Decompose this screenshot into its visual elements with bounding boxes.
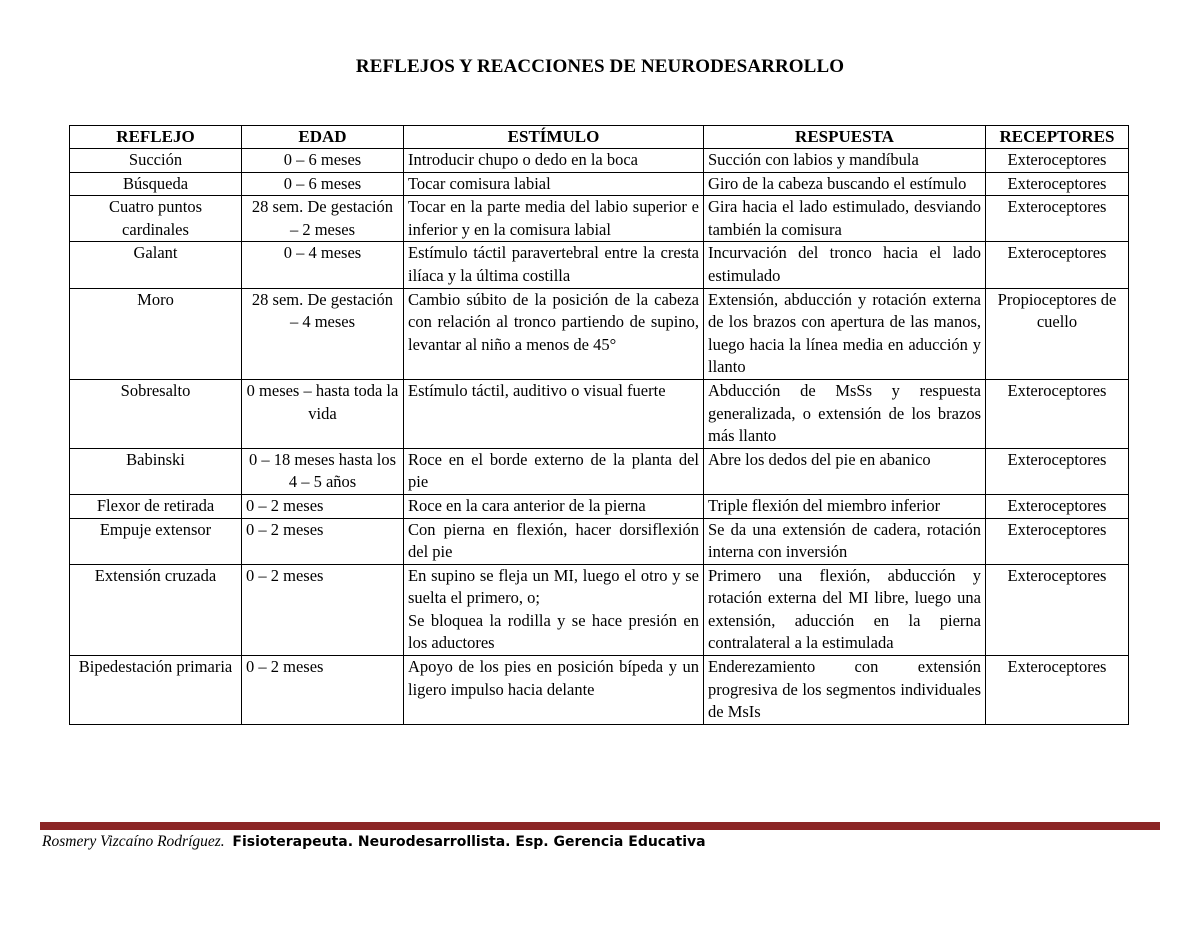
cell-estimulo <box>404 564 704 655</box>
cell-edad: 0 – 2 meses <box>242 518 404 564</box>
cell-receptores: Exteroceptores <box>986 172 1129 196</box>
cell-estimulo: Con pierna en flexión, hacer dorsiflexión del pie <box>404 518 704 564</box>
cell-edad: 0 – 2 meses <box>242 494 404 518</box>
cell-edad: 0 – 6 meses <box>242 172 404 196</box>
cell-respuesta: Abducción de MsSs y respuesta generalizada, o extensión de los brazos más llanto <box>704 379 986 448</box>
cell-reflejo: Extensión cruzada <box>70 564 242 655</box>
cell-receptores: Exteroceptores <box>986 242 1129 288</box>
reflexes-table <box>69 125 1129 725</box>
table-row <box>70 149 1129 173</box>
table-header-row <box>70 126 1129 149</box>
cell-respuesta: Extensión, abducción y rotación externa de los brazos con apertura de las manos, luego hacia la línea media en aducción y llanto <box>704 288 986 379</box>
cell-receptores: Exteroceptores <box>986 196 1129 242</box>
cell-estimulo: Cambio súbito de la posición de la cabeza con relación al tronco partiendo de supino, levantar al niño a menos de 45° <box>404 288 704 379</box>
cell-respuesta: Abre los dedos del pie en abanico <box>704 448 986 494</box>
cell-edad: 28 sem. De gestación – 4 meses <box>242 288 404 379</box>
cell-estimulo-line-1: En supino se fleja un MI, luego el otro y se suelta el primero, o; <box>408 565 699 608</box>
cell-reflejo: Babinski <box>70 448 242 494</box>
cell-receptores: Exteroceptores <box>986 494 1129 518</box>
header-reflejo: REFLEJO <box>70 126 242 149</box>
cell-receptores: Exteroceptores <box>986 149 1129 173</box>
header-respuesta: RESPUESTA <box>704 126 986 149</box>
cell-respuesta: Primero una flexión, abducción y rotación externa del MI libre, luego una extensión, aducción en la pierna contralateral a la estimulada <box>704 564 986 655</box>
cell-reflejo: Flexor de retirada <box>70 494 242 518</box>
table-row <box>70 172 1129 196</box>
cell-estimulo: Introducir chupo o dedo en la boca <box>404 149 704 173</box>
table-row <box>70 518 1129 564</box>
header-estimulo: ESTÍMULO <box>404 126 704 149</box>
table-row <box>70 288 1129 379</box>
cell-edad: 0 meses – hasta toda la vida <box>242 379 404 448</box>
table-row <box>70 242 1129 288</box>
cell-reflejo: Cuatro puntos cardinales <box>70 196 242 242</box>
cell-edad: 0 – 6 meses <box>242 149 404 173</box>
cell-estimulo: Roce en el borde externo de la planta del pie <box>404 448 704 494</box>
cell-edad: 0 – 4 meses <box>242 242 404 288</box>
page-title: REFLEJOS Y REACCIONES DE NEURODESARROLLO <box>355 56 845 77</box>
cell-respuesta: Gira hacia el lado estimulado, desviando también la comisura <box>704 196 986 242</box>
cell-estimulo: Tocar en la parte media del labio superior e inferior y en la comisura labial <box>404 196 704 242</box>
cell-estimulo: Estímulo táctil, auditivo o visual fuerte <box>404 379 704 448</box>
cell-estimulo: Roce en la cara anterior de la pierna <box>404 494 704 518</box>
cell-receptores: Exteroceptores <box>986 656 1129 725</box>
cell-edad: 0 – 2 meses <box>242 656 404 725</box>
footer <box>42 833 706 851</box>
cell-reflejo: Moro <box>70 288 242 379</box>
cell-reflejo: Succión <box>70 149 242 173</box>
cell-reflejo: Bipedestación primaria <box>70 656 242 725</box>
cell-receptores: Exteroceptores <box>986 518 1129 564</box>
cell-receptores: Exteroceptores <box>986 564 1129 655</box>
cell-estimulo: Tocar comisura labial <box>404 172 704 196</box>
cell-reflejo: Sobresalto <box>70 379 242 448</box>
cell-respuesta: Succión con labios y mandíbula <box>704 149 986 173</box>
table-row <box>70 564 1129 655</box>
cell-respuesta: Se da una extensión de cadera, rotación interna con inversión <box>704 518 986 564</box>
table-row <box>70 379 1129 448</box>
cell-receptores: Exteroceptores <box>986 448 1129 494</box>
header-receptores: RECEPTORES <box>986 126 1129 149</box>
cell-edad: 28 sem. De gestación – 2 meses <box>242 196 404 242</box>
cell-receptores: Exteroceptores <box>986 379 1129 448</box>
cell-reflejo: Galant <box>70 242 242 288</box>
cell-receptores: Propioceptores de cuello <box>986 288 1129 379</box>
footer-divider-bar <box>40 822 1160 830</box>
cell-estimulo: Estímulo táctil paravertebral entre la cresta ilíaca y la última costilla <box>404 242 704 288</box>
table-row <box>70 448 1129 494</box>
table-row <box>70 494 1129 518</box>
cell-respuesta: Incurvación del tronco hacia el lado estimulado <box>704 242 986 288</box>
table-row <box>70 656 1129 725</box>
cell-edad: 0 – 18 meses hasta los 4 – 5 años <box>242 448 404 494</box>
cell-reflejo: Empuje extensor <box>70 518 242 564</box>
footer-role: Fisioterapeuta. Neurodesarrollista. Esp. Gerencia Educativa <box>232 834 706 850</box>
cell-edad: 0 – 2 meses <box>242 564 404 655</box>
cell-respuesta: Enderezamiento con extensión progresiva de los segmentos individuales de MsIs <box>704 656 986 725</box>
cell-estimulo: Apoyo de los pies en posición bípeda y un ligero impulso hacia delante <box>404 656 704 725</box>
cell-respuesta: Triple flexión del miembro inferior <box>704 494 986 518</box>
cell-reflejo: Búsqueda <box>70 172 242 196</box>
cell-respuesta: Giro de la cabeza buscando el estímulo <box>704 172 986 196</box>
header-edad: EDAD <box>242 126 404 149</box>
cell-estimulo-line-2: Se bloquea la rodilla y se hace presión en los aductores <box>408 610 699 653</box>
table-row <box>70 196 1129 242</box>
footer-author: Rosmery Vizcaíno Rodríguez. <box>42 833 225 850</box>
